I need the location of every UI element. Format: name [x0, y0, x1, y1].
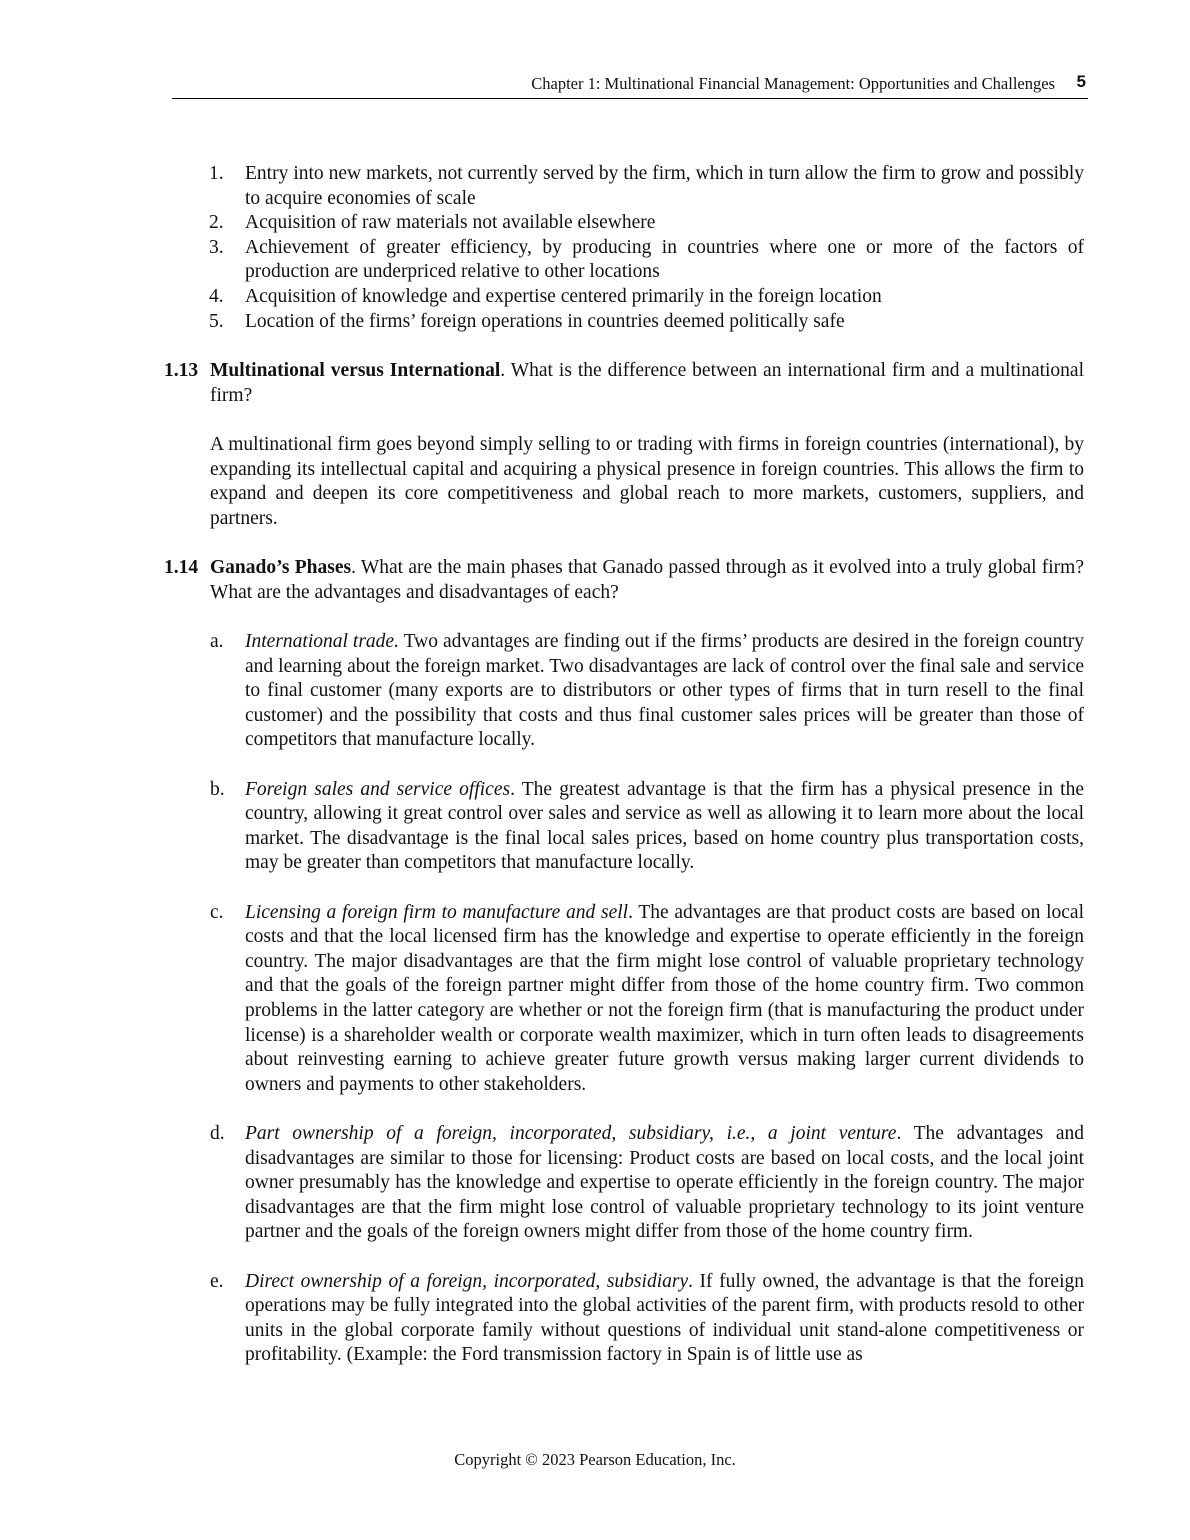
answer-1-13: A multinational firm goes beyond simply selling to or trading with firms in foreign countries (international), by expanding its intellectual capital and acquiring a physical presence in foreign countries. This allows the firm to expand and deepen its core competitiveness and global reach to more markets, customers, suppliers, and partners. — [210, 433, 1084, 529]
list-item — [164, 211, 1084, 236]
list-item-text: Acquisition of knowledge and expertise centered primarily in the foreign location — [245, 285, 882, 307]
phase-item — [164, 630, 1084, 753]
phase-text: . If fully owned, the advantage is that the foreign operations may be fully integrated into the global activities of the parent firm, with products resold to other units in the global corporate family without questions of individual unit stand-alone competitiveness or profitability. (Example: the Ford transmission factory in Spain is of little use as — [245, 1270, 1085, 1366]
phase-title: Part ownership of a foreign, incorporated, subsidiary, i.e., a joint venture — [245, 1122, 897, 1144]
list-item-number: 5. — [209, 310, 224, 332]
list-item — [164, 310, 1084, 335]
list-item-text: Entry into new markets, not currently served by the firm, which in turn allow the firm to grow and possibly to acquire economies of scale — [245, 163, 1084, 209]
list-item — [164, 162, 1084, 211]
page-content — [164, 162, 1084, 1368]
list-item — [164, 236, 1084, 285]
list-item-number: 3. — [209, 236, 224, 258]
phase-text: . The advantages are that product costs are based on local costs and that the local licensed firm has the knowledge and expertise to operate efficiently in the foreign country. The major disadvantages are that the firm might lose control of valuable proprietary technology and that the goals of the foreign partner might differ from those of the home country firm. Two common problems in the latter category are whether or not the foreign firm (that is manufacturing the product under license) is a shareholder wealth or corporate wealth maximizer, which in turn often leads to disagreements about reinvesting earning to achieve greater future growth versus making larger current dividends to owners and payments to other stakeholders. — [245, 901, 1084, 1095]
phase-letter: e. — [210, 1270, 224, 1292]
phase-item — [164, 901, 1084, 1098]
phase-letter: c. — [210, 901, 224, 923]
phase-title: Foreign sales and service offices — [245, 778, 511, 800]
phase-text: Two advantages are finding out if the firms’ products are desired in the foreign country and learning about the foreign market. Two disadvantages are lack of control over the final sale and service to final customer (many exports are to distributors or other types of firms that in turn resell to the final customer) and the possibility that costs and thus final customer sales prices will be greater than those of competitors that manufacture locally. — [245, 631, 1084, 751]
question-number: 1.14 — [164, 557, 199, 579]
question-title: Ganado’s Phases — [210, 557, 352, 579]
phase-title: Direct ownership of a foreign, incorporated, subsidiary — [245, 1270, 689, 1292]
phase-item — [164, 778, 1084, 876]
question-text: . What are the main phases that Ganado passed through as it evolved into a truly global firm? What are the advantages and disadvantages of each? — [210, 557, 1085, 603]
list-item-text: Achievement of greater efficiency, by producing in countries where one or more of the factors of production are underpriced relative to other locations — [245, 236, 1084, 283]
list-item-number: 2. — [209, 212, 224, 234]
phase-letter: b. — [210, 778, 225, 800]
copyright-text: Copyright © 2023 Pearson Education, Inc. — [454, 1450, 736, 1469]
page-footer — [0, 1450, 1190, 1470]
question-title: Multinational versus International — [210, 360, 501, 382]
question-1-14 — [164, 556, 1084, 605]
phase-letter: a. — [210, 631, 224, 653]
phase-item — [164, 1122, 1084, 1245]
phase-letter: d. — [210, 1122, 225, 1144]
question-text: . What is the difference between an international firm and a multinational firm? — [210, 360, 1085, 406]
page-number: 5 — [1076, 72, 1086, 91]
list-item — [164, 285, 1084, 310]
phase-text: . The advantages and disadvantages are similar to those for licensing: Product costs are based on local costs, and the local joint owner presumably has the knowledge and expertise to operate efficiently in the foreign country. The major disadvantages are that the firm might lose control of valuable proprietary technology to its joint venture partner and the goals of the foreign owners might differ from those of the home country firm. — [245, 1122, 1084, 1243]
phase-text: . The greatest advantage is that the firm has a physical presence in the country, allowing it great control over sales and service as well as allowing it to learn more about the local market. The disadvantage is the final local sales prices, based on home country plus transportation costs, may be greater than competitors that manufacture locally. — [245, 778, 1085, 874]
phase-title: Licensing a foreign firm to manufacture and sell — [245, 901, 629, 923]
question-1-13 — [164, 359, 1084, 408]
list-item-number: 1. — [209, 163, 224, 184]
question-number: 1.13 — [164, 360, 199, 382]
list-item-text: Acquisition of raw materials not available elsewhere — [245, 212, 656, 234]
page-header — [172, 72, 1088, 99]
list-item-number: 4. — [209, 285, 224, 307]
list-item-text: Location of the firms’ foreign operations in countries deemed politically safe — [245, 310, 845, 332]
phase-title: International trade. — [245, 631, 399, 653]
chapter-title: Chapter 1: Multinational Financial Management: Opportunities and Challenges — [531, 74, 1055, 93]
numbered-list — [164, 162, 1084, 334]
phase-item — [164, 1270, 1084, 1368]
